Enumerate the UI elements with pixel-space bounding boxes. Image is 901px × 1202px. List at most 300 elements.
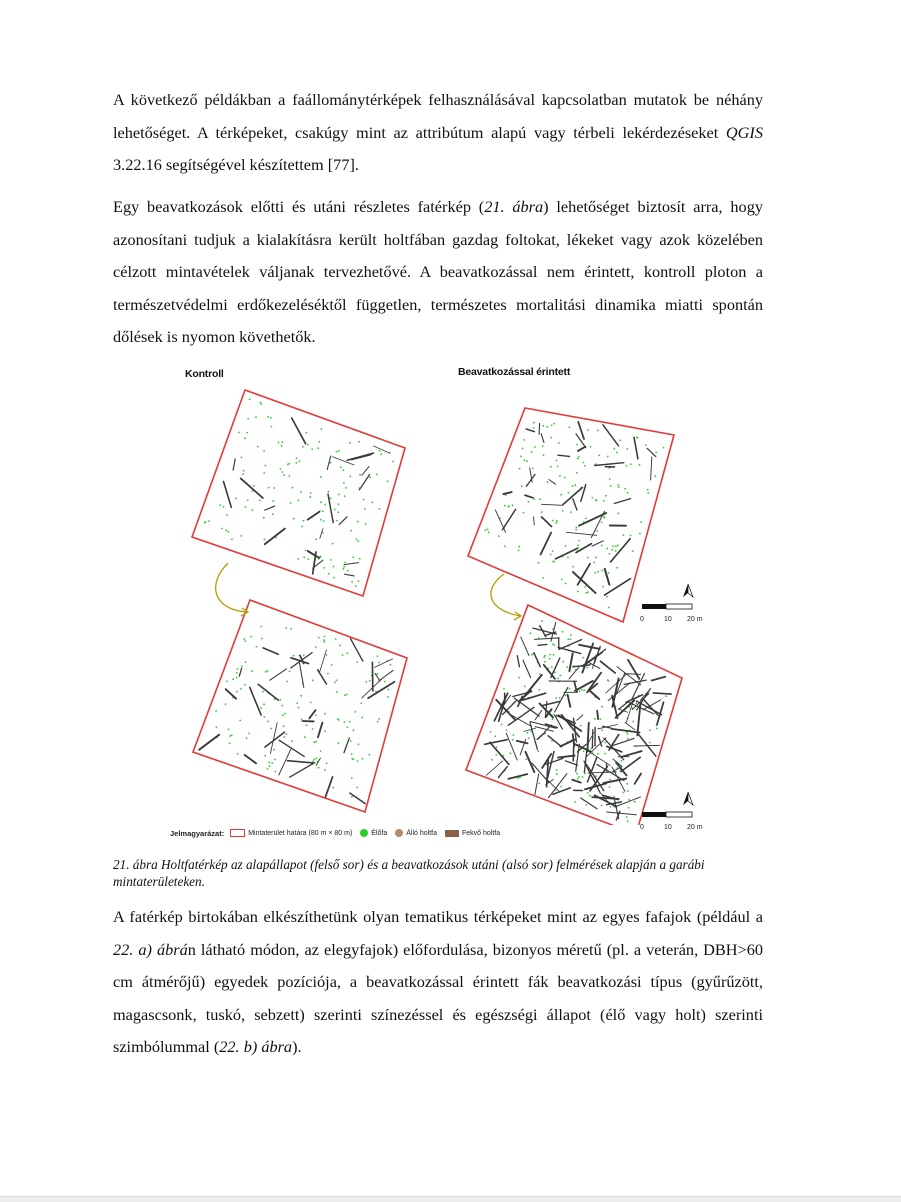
live-tree-point	[244, 640, 246, 642]
live-tree-point	[260, 707, 262, 709]
live-tree-point	[357, 760, 359, 762]
lying-deadwood-log	[541, 434, 544, 443]
live-tree-point	[242, 473, 244, 475]
live-tree-point	[627, 733, 629, 735]
live-tree-point	[564, 477, 566, 479]
legend-lying-deadwood	[445, 830, 500, 837]
live-tree-point	[328, 491, 330, 493]
live-tree-point	[343, 482, 345, 484]
live-tree-point	[484, 529, 486, 531]
live-tree-point	[604, 742, 606, 744]
live-tree-point	[377, 721, 379, 723]
live-tree-point	[543, 454, 545, 456]
live-tree-point	[611, 549, 613, 551]
live-tree-point	[491, 759, 493, 761]
lying-deadwood-log	[603, 425, 619, 446]
live-tree-point	[257, 446, 259, 448]
live-tree-point	[587, 792, 589, 794]
live-tree-point	[342, 654, 344, 656]
live-tree-point	[284, 736, 286, 738]
live-tree-point	[552, 643, 554, 645]
live-tree-point	[538, 689, 540, 691]
live-tree-point	[335, 638, 337, 640]
live-tree-point	[231, 539, 233, 541]
lying-deadwood-log	[239, 668, 241, 676]
live-tree-point	[634, 801, 636, 803]
live-tree-point	[260, 402, 262, 404]
live-tree-point	[334, 681, 336, 683]
live-tree-point	[241, 457, 243, 459]
live-tree-point	[303, 655, 305, 657]
live-tree-point	[281, 445, 283, 447]
legend-title: Jelmagyarázat:	[170, 829, 224, 838]
lying-deadwood-swatch	[445, 830, 459, 837]
lying-deadwood-log	[534, 653, 540, 667]
label-control: Kontroll	[185, 368, 224, 380]
lying-deadwood-log	[625, 722, 635, 729]
live-tree-point	[269, 765, 271, 767]
live-tree-point	[607, 456, 609, 458]
live-tree-point	[510, 752, 512, 754]
lying-deadwood-log	[506, 733, 517, 760]
live-tree-point	[556, 773, 558, 775]
live-tree-point	[337, 511, 339, 513]
lying-deadwood-log	[339, 517, 347, 525]
lying-deadwood-log	[263, 648, 278, 654]
lying-deadwood-log	[581, 798, 597, 809]
live-tree-point	[577, 544, 579, 546]
live-tree-point	[343, 566, 345, 568]
live-tree-point	[504, 545, 506, 547]
live-tree-point	[577, 778, 579, 780]
live-tree-point	[570, 511, 572, 513]
live-tree-point	[268, 762, 270, 764]
lying-deadwood-log	[608, 683, 629, 700]
live-tree-point	[311, 448, 313, 450]
lying-deadwood-log	[485, 740, 508, 745]
live-tree-point	[534, 446, 536, 448]
lying-deadwood-log	[581, 484, 586, 501]
lying-deadwood-log	[526, 752, 535, 772]
lying-deadwood-log	[634, 437, 638, 458]
live-tree-point	[552, 718, 554, 720]
live-tree-point	[236, 672, 238, 674]
live-tree-point	[577, 458, 579, 460]
live-tree-point	[602, 586, 604, 588]
live-tree-point	[632, 550, 634, 552]
lying-deadwood-log	[579, 513, 606, 526]
live-tree-point	[336, 691, 338, 693]
live-tree-point	[537, 750, 539, 752]
live-tree-point	[518, 677, 520, 679]
live-tree-point	[306, 724, 308, 726]
live-tree-point	[267, 768, 269, 770]
paragraph-text: 3.22.16 segítségével készítettem [77].	[113, 155, 359, 174]
live-tree-point	[228, 728, 230, 730]
live-tree-point	[561, 579, 563, 581]
live-tree-point	[604, 753, 606, 755]
scale-bar-white	[666, 812, 692, 817]
live-tree-point	[541, 620, 543, 622]
live-tree-point	[371, 502, 373, 504]
live-tree-point	[241, 666, 243, 668]
live-tree-point	[555, 697, 557, 699]
live-tree-point	[333, 577, 335, 579]
live-tree-point	[569, 688, 571, 690]
live-tree-point	[308, 558, 310, 560]
figure-caption: 21. ábra Holtfatérkép az alapállapot (felső sor) és a beavatkozások utáni (alsó sor) felmérések alapján a garábi mintaterületeken.	[113, 856, 765, 890]
lying-deadwood-log	[309, 710, 315, 718]
live-tree-point	[582, 657, 584, 659]
live-tree-point	[336, 679, 338, 681]
live-tree-point	[583, 689, 585, 691]
live-tree-point	[338, 719, 340, 721]
live-tree-point	[338, 503, 340, 505]
live-tree-point	[268, 487, 270, 489]
live-tree-point	[223, 506, 225, 508]
live-tree-point	[542, 577, 544, 579]
plot-boundary	[468, 408, 674, 622]
live-tree-point	[531, 654, 533, 656]
live-tree-point	[347, 652, 349, 654]
live-tree-point	[321, 428, 323, 430]
live-tree-point	[343, 568, 345, 570]
live-tree-point	[538, 783, 540, 785]
live-tree-point	[577, 591, 579, 593]
live-tree-point	[296, 457, 298, 459]
live-tree-point	[318, 441, 320, 443]
lying-deadwood-log	[576, 744, 580, 771]
lying-deadwood-log	[292, 418, 306, 444]
live-tree-point	[285, 627, 287, 629]
live-tree-point	[369, 680, 371, 682]
paragraph-intro	[113, 84, 763, 182]
live-tree-point	[578, 776, 580, 778]
deadwood-maps	[170, 360, 730, 825]
live-tree-point	[518, 550, 520, 552]
live-tree-point	[237, 753, 239, 755]
lying-deadwood-log	[612, 729, 640, 733]
live-tree-point	[286, 681, 288, 683]
live-tree-point	[357, 540, 359, 542]
live-tree-point	[245, 661, 247, 663]
live-tree-point	[587, 557, 589, 559]
live-tree-point	[627, 492, 629, 494]
live-tree-point	[488, 531, 490, 533]
live-tree-point	[240, 535, 242, 537]
live-tree-point	[302, 446, 304, 448]
lying-deadwood-log	[566, 532, 596, 535]
live-tree-point	[357, 521, 359, 523]
live-tree-point	[320, 476, 322, 478]
live-tree-point	[601, 706, 603, 708]
live-tree-point	[264, 539, 266, 541]
live-tree-swatch	[360, 829, 368, 837]
live-tree-point	[323, 641, 325, 643]
live-tree-point	[387, 480, 389, 482]
lying-deadwood-log	[578, 447, 585, 451]
live-tree-point	[562, 661, 564, 663]
live-tree-point	[595, 557, 597, 559]
lying-deadwood-log	[300, 663, 304, 688]
lying-deadwood-log	[318, 670, 327, 684]
live-tree-point	[315, 758, 317, 760]
north-arrow-icon	[688, 584, 693, 597]
live-tree-point	[376, 474, 378, 476]
lying-deadwood-log	[572, 780, 580, 783]
lying-deadwood-log	[576, 434, 586, 448]
lying-deadwood-log	[318, 723, 322, 738]
lying-deadwood-log	[565, 761, 577, 765]
live-tree-point	[378, 718, 380, 720]
live-tree-point	[601, 805, 603, 807]
live-tree-point	[663, 447, 665, 449]
lying-deadwood-log	[502, 509, 515, 529]
live-tree-point	[226, 514, 228, 516]
live-tree-point	[342, 469, 344, 471]
live-tree-point	[377, 655, 379, 657]
lying-deadwood-log	[535, 774, 539, 794]
live-tree-point	[558, 442, 560, 444]
live-tree-point	[490, 731, 492, 733]
live-tree-point	[628, 799, 630, 801]
live-tree-point	[219, 504, 221, 506]
live-tree-point	[253, 485, 255, 487]
live-tree-point	[626, 465, 628, 467]
lying-deadwood-log	[601, 661, 616, 673]
live-tree-point	[582, 776, 584, 778]
lying-deadwood-log	[548, 736, 562, 747]
live-tree-point	[259, 500, 261, 502]
live-tree-point	[330, 497, 332, 499]
live-tree-point	[340, 466, 342, 468]
lying-deadwood-log	[241, 478, 263, 498]
live-tree-point	[303, 557, 305, 559]
lying-deadwood-log	[605, 569, 610, 585]
live-tree-point	[318, 767, 320, 769]
live-tree-point	[369, 476, 371, 478]
live-tree-point	[527, 732, 529, 734]
live-tree-point	[312, 760, 314, 762]
lying-deadwood-log	[569, 653, 572, 671]
live-tree-point	[649, 742, 651, 744]
live-tree-point	[495, 754, 497, 756]
live-tree-point	[215, 710, 217, 712]
live-tree-point	[273, 749, 275, 751]
live-tree-point	[296, 702, 298, 704]
live-tree-point	[358, 743, 360, 745]
live-tree-point	[331, 664, 333, 666]
scale-tick-10: 10	[664, 616, 672, 623]
north-arrow-icon	[683, 792, 688, 805]
lying-deadwood-log	[270, 669, 287, 680]
lying-deadwood-log	[538, 644, 547, 645]
live-tree-point	[270, 728, 272, 730]
live-tree-point	[355, 711, 357, 713]
live-tree-point	[261, 638, 263, 640]
live-tree-point	[225, 703, 227, 705]
lying-deadwood-log	[517, 741, 528, 744]
live-tree-point	[609, 779, 611, 781]
live-tree-point	[615, 550, 617, 552]
live-tree-point	[601, 729, 603, 731]
transition-arrow	[216, 563, 247, 612]
boundary-swatch	[230, 829, 245, 837]
live-tree-point	[529, 632, 531, 634]
lying-deadwood-log	[374, 446, 390, 453]
lying-deadwood-log	[534, 517, 535, 525]
legend-text: Mintaterület határa (80 m × 80 m)	[248, 830, 352, 837]
live-tree-point	[628, 807, 630, 809]
live-tree-point	[608, 607, 610, 609]
label-treated: Beavatkozással érintett	[458, 366, 570, 378]
live-tree-point	[501, 724, 503, 726]
lying-deadwood-log	[525, 495, 533, 498]
live-tree-point	[578, 540, 580, 542]
lying-deadwood-log	[592, 730, 593, 749]
live-tree-point	[574, 801, 576, 803]
live-tree-point	[508, 506, 510, 508]
legend-live-tree	[360, 829, 387, 837]
live-tree-point	[546, 426, 548, 428]
north-arrow-icon	[688, 792, 693, 805]
live-tree-point	[556, 769, 558, 771]
live-tree-point	[601, 521, 603, 523]
live-tree-point	[525, 758, 527, 760]
live-tree-point	[226, 681, 228, 683]
live-tree-point	[349, 442, 351, 444]
live-tree-point	[576, 444, 578, 446]
live-tree-point	[552, 550, 554, 552]
live-tree-point	[496, 746, 498, 748]
lying-deadwood-log	[578, 422, 584, 439]
live-tree-point	[544, 655, 546, 657]
live-tree-point	[621, 760, 623, 762]
live-tree-point	[288, 475, 290, 477]
lying-deadwood-log	[351, 455, 370, 460]
lying-deadwood-log	[498, 767, 507, 778]
live-tree-point	[570, 638, 572, 640]
live-tree-point	[359, 474, 361, 476]
lying-deadwood-log	[290, 763, 315, 778]
transition-arrow	[491, 574, 520, 616]
legend-plot-boundary	[230, 829, 352, 837]
lying-deadwood-log	[226, 689, 236, 699]
live-tree-point	[338, 450, 340, 452]
live-tree-point	[359, 558, 361, 560]
live-tree-point	[626, 783, 628, 785]
live-tree-point	[351, 796, 353, 798]
lying-deadwood-log	[359, 475, 369, 490]
lying-deadwood-log	[486, 761, 502, 775]
live-tree-point	[572, 566, 574, 568]
live-tree-point	[655, 452, 657, 454]
live-tree-point	[326, 763, 328, 765]
live-tree-point	[567, 638, 569, 640]
lying-deadwood-log	[573, 665, 590, 667]
lying-deadwood-log	[539, 423, 540, 434]
live-tree-point	[346, 694, 348, 696]
live-tree-point	[560, 675, 562, 677]
live-tree-point	[583, 462, 585, 464]
live-tree-point	[282, 715, 284, 717]
live-tree-point	[361, 717, 363, 719]
live-tree-point	[252, 509, 254, 511]
live-tree-point	[358, 580, 360, 582]
live-tree-point	[601, 570, 603, 572]
live-tree-point	[387, 696, 389, 698]
live-tree-point	[531, 451, 533, 453]
lying-deadwood-log	[494, 693, 507, 721]
live-tree-point	[623, 792, 625, 794]
live-tree-point	[279, 699, 281, 701]
live-tree-point	[272, 500, 274, 502]
live-tree-point	[539, 673, 541, 675]
live-tree-point	[356, 539, 358, 541]
live-tree-point	[627, 790, 629, 792]
lying-deadwood-log	[224, 482, 232, 508]
lying-deadwood-log	[557, 716, 575, 724]
live-tree-point	[363, 499, 365, 501]
live-tree-point	[595, 499, 597, 501]
live-tree-point	[587, 591, 589, 593]
page-bottom-edge	[0, 1196, 901, 1202]
live-tree-point	[221, 528, 223, 530]
live-tree-point	[267, 721, 269, 723]
lying-deadwood-log	[542, 517, 552, 527]
live-tree-point	[228, 531, 230, 533]
live-tree-point	[503, 688, 505, 690]
live-tree-point	[360, 702, 362, 704]
figure-reference: 21. ábra	[484, 197, 543, 216]
live-tree-point	[550, 437, 552, 439]
live-tree-point	[349, 475, 351, 477]
live-tree-point	[636, 437, 638, 439]
plot-boundary	[466, 605, 682, 825]
lying-deadwood-log	[558, 455, 570, 456]
live-tree-point	[274, 759, 276, 761]
live-tree-point	[320, 501, 322, 503]
live-tree-point	[366, 681, 368, 683]
lying-deadwood-log	[265, 529, 285, 545]
live-tree-point	[512, 504, 514, 506]
live-tree-point	[313, 741, 315, 743]
live-tree-point	[351, 581, 353, 583]
lying-deadwood-log	[320, 650, 327, 672]
live-tree-point	[282, 441, 284, 443]
live-tree-point	[640, 521, 642, 523]
lying-deadwood-log	[555, 687, 568, 712]
lying-deadwood-log	[611, 539, 631, 562]
live-tree-point	[274, 771, 276, 773]
lying-deadwood-log	[245, 755, 256, 763]
live-tree-point	[494, 735, 496, 737]
live-tree-point	[270, 417, 272, 419]
live-tree-point	[523, 512, 525, 514]
lying-deadwood-log	[333, 457, 355, 465]
live-tree-point	[369, 754, 371, 756]
live-tree-point	[353, 729, 355, 731]
live-tree-point	[518, 546, 520, 548]
live-tree-point	[505, 494, 507, 496]
live-tree-point	[551, 740, 553, 742]
live-tree-point	[267, 670, 269, 672]
live-tree-point	[566, 666, 568, 668]
lying-deadwood-log	[614, 499, 630, 504]
live-tree-point	[263, 716, 265, 718]
live-tree-point	[543, 656, 545, 658]
live-tree-point	[552, 561, 554, 563]
